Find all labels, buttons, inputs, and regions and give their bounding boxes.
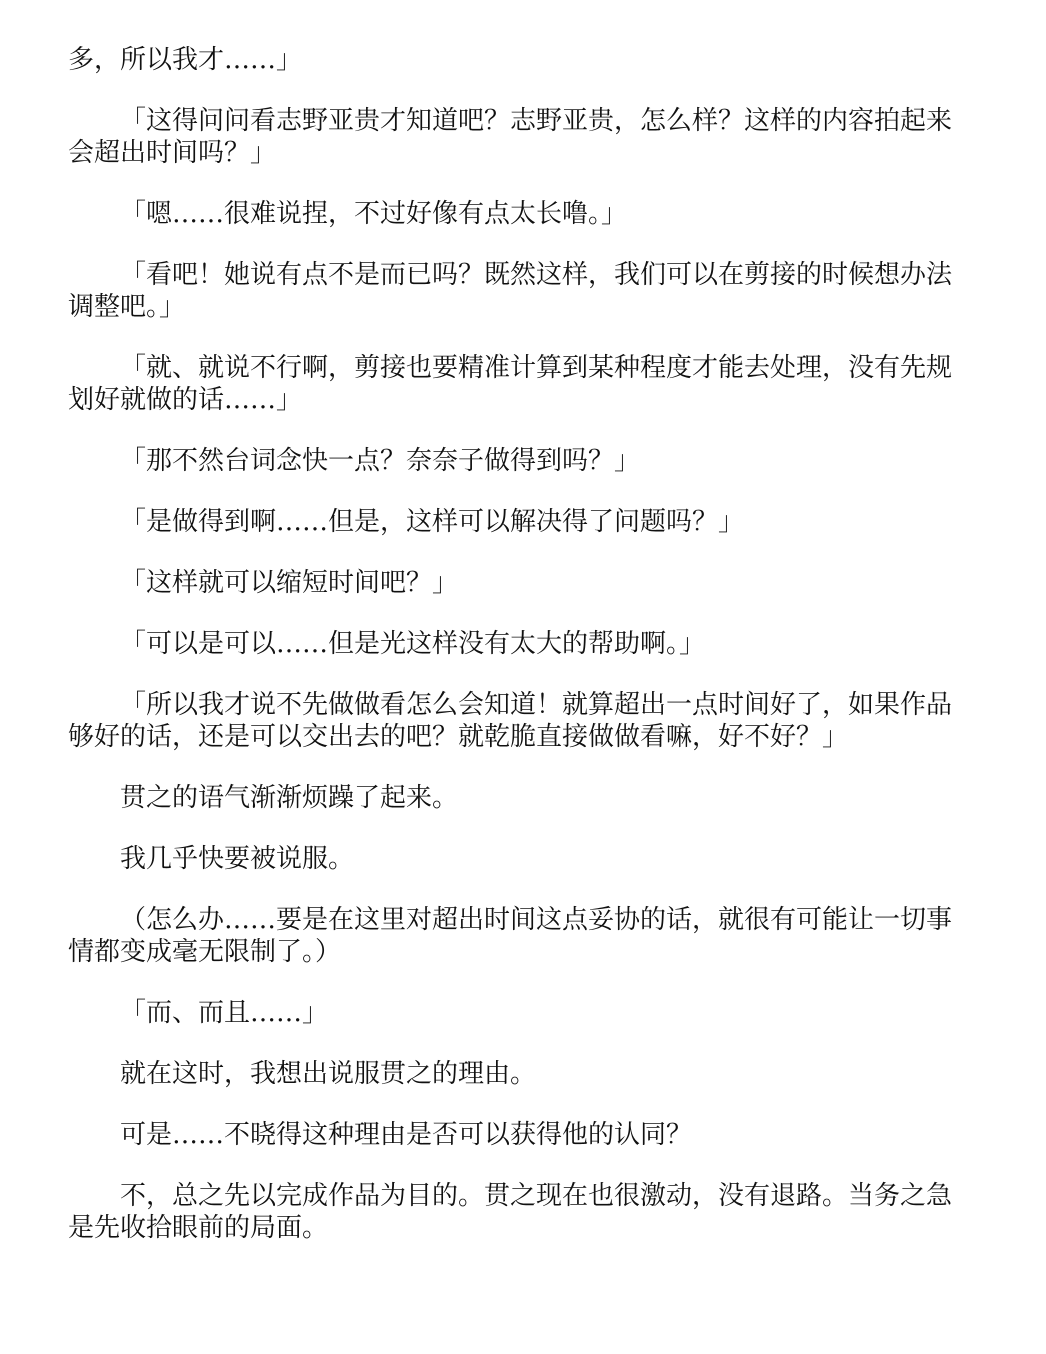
paragraph: 「可以是可以……但是光这样没有太大的帮助啊。」 [120, 629, 706, 659]
paragraph: 「这得问问看志野亚贵才知道吧？志野亚贵，怎么样？这样的内容拍起来会超出时间吗？」 [68, 106, 953, 168]
paragraph: 「就、就说不行啊，剪接也要精准计算到某种程度才能去处理，没有先规划好就做的话……」 [68, 353, 953, 415]
paragraph: 多，所以我才……」 [68, 45, 303, 75]
paragraph: 「看吧！她说有点不是而已吗？既然这样，我们可以在剪接的时候想办法调整吧。」 [68, 260, 953, 322]
paragraph: 不，总之先以完成作品为目的。贯之现在也很激动，没有退路。当务之急是先收拾眼前的局面。 [68, 1181, 953, 1243]
paragraph: 贯之的语气渐渐烦躁了起来。 [120, 783, 459, 813]
paragraph: （怎么办……要是在这里对超出时间这点妥协的话，就很有可能让一切事情都变成毫无限制了。） [68, 905, 953, 967]
paragraph: 「是做得到啊……但是，这样可以解决得了问题吗？」 [120, 507, 745, 537]
paragraph: 「而、而且……」 [120, 998, 329, 1028]
paragraph: 「这样就可以缩短时间吧？」 [120, 568, 459, 598]
paragraph: 就在这时，我想出说服贯之的理由。 [120, 1059, 537, 1089]
paragraph: 我几乎快要被说服。 [120, 844, 355, 874]
paragraph: 可是……不晓得这种理由是否可以获得他的认同？ [120, 1120, 693, 1150]
paragraph: 「所以我才说不先做做看怎么会知道！就算超出一点时间好了，如果作品够好的话，还是可以交出去的吧？就乾脆直接做做看嘛，好不好？」 [68, 690, 953, 752]
paragraph: 「那不然台词念快一点？奈奈子做得到吗？」 [120, 446, 641, 476]
text-body [68, 44, 972, 1273]
paragraph: 「嗯……很难说捏，不过好像有点太长噜。」 [120, 199, 628, 229]
